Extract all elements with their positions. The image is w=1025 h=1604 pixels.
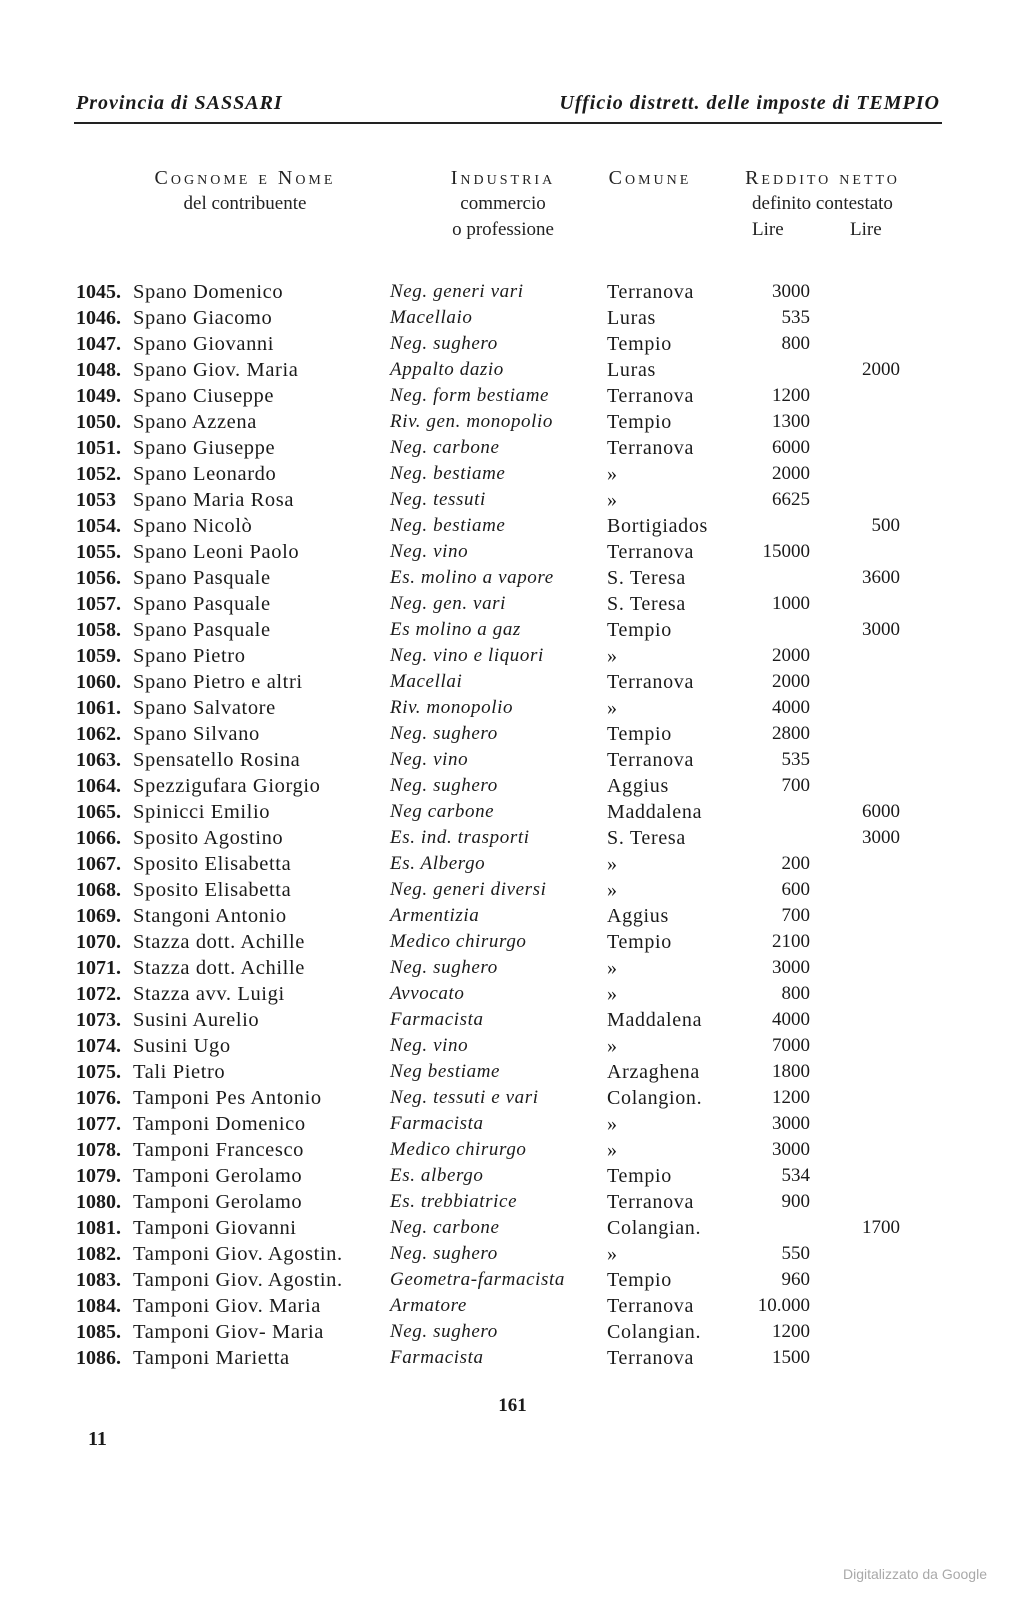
column-header-income-title: Reddito netto xyxy=(745,167,900,189)
contributor-name: Susini Ugo xyxy=(133,1035,231,1057)
table-row xyxy=(0,617,1025,643)
row-number: 1066. xyxy=(76,827,121,849)
industry-cell: Neg. carbone xyxy=(390,1217,500,1238)
row-number: 1052. xyxy=(76,463,121,485)
comune-cell: Luras xyxy=(607,307,657,329)
income-definito-cell: 600 xyxy=(781,879,810,900)
table-row xyxy=(0,1007,1025,1033)
contributor-name: Spano Pasquale xyxy=(133,619,271,641)
contributor-name: Stazza dott. Achille xyxy=(133,931,305,953)
table-row xyxy=(0,1319,1025,1345)
industry-cell: Neg. bestiame xyxy=(390,515,506,536)
income-definito-cell: 1200 xyxy=(772,1087,810,1108)
table-row xyxy=(0,1085,1025,1111)
income-definito-cell: 1300 xyxy=(772,411,810,432)
table-row xyxy=(0,513,1025,539)
column-header-contestato: contestato xyxy=(815,193,893,214)
table-row xyxy=(0,487,1025,513)
comune-cell: » xyxy=(607,1139,618,1161)
table-row xyxy=(0,669,1025,695)
income-contestato-cell: 1700 xyxy=(862,1217,900,1238)
industry-cell: Neg. vino xyxy=(390,1035,469,1056)
row-number: 1064. xyxy=(76,775,121,797)
comune-cell: Maddalena xyxy=(607,1009,703,1031)
table-row xyxy=(0,409,1025,435)
contributor-name: Spano Nicolò xyxy=(133,515,253,537)
table-row xyxy=(0,1033,1025,1059)
row-number: 1059. xyxy=(76,645,121,667)
contributor-name: Stazza dott. Achille xyxy=(133,957,305,979)
comune-cell: Arzaghena xyxy=(607,1061,700,1083)
row-number: 1053 xyxy=(76,489,116,511)
industry-cell: Geometra-farmacista xyxy=(390,1269,565,1290)
contributor-name: Spano Giovanni xyxy=(133,333,275,355)
table-row xyxy=(0,1345,1025,1371)
comune-cell: S. Teresa xyxy=(607,827,686,849)
industry-cell: Es. trebbiatrice xyxy=(390,1191,518,1212)
table-row xyxy=(0,1215,1025,1241)
table-row xyxy=(0,903,1025,929)
contributor-name: Tamponi Giov. Agostin. xyxy=(133,1243,343,1265)
row-number: 1084. xyxy=(76,1295,121,1317)
contributor-name: Tamponi Francesco xyxy=(133,1139,305,1161)
table-row xyxy=(0,747,1025,773)
row-number: 1069. xyxy=(76,905,121,927)
contributor-name: Tamponi Giov. Maria xyxy=(133,1295,321,1317)
column-header-name-subtitle: del contribuente xyxy=(183,193,307,214)
income-definito-cell: 2100 xyxy=(772,931,810,952)
industry-cell: Farmacista xyxy=(390,1113,484,1134)
row-number: 1085. xyxy=(76,1321,121,1343)
row-number: 1078. xyxy=(76,1139,121,1161)
table-row xyxy=(0,773,1025,799)
table-row xyxy=(0,929,1025,955)
industry-cell: Medico chirurgo xyxy=(390,1139,527,1160)
industry-cell: Armatore xyxy=(390,1295,467,1316)
table-row xyxy=(0,591,1025,617)
income-definito-cell: 10.000 xyxy=(757,1295,810,1316)
industry-cell: Neg. sughero xyxy=(390,1321,498,1342)
table-row xyxy=(0,1293,1025,1319)
comune-cell: Terranova xyxy=(607,385,695,407)
row-number: 1068. xyxy=(76,879,121,901)
income-contestato-cell: 3000 xyxy=(862,619,900,640)
row-number: 1076. xyxy=(76,1087,121,1109)
comune-cell: Terranova xyxy=(607,749,695,771)
income-definito-cell: 4000 xyxy=(772,697,810,718)
column-header-income xyxy=(720,165,925,243)
row-number: 1067. xyxy=(76,853,121,875)
row-number: 1071. xyxy=(76,957,121,979)
income-definito-cell: 800 xyxy=(781,983,810,1004)
row-number: 1082. xyxy=(76,1243,121,1265)
table-row xyxy=(0,565,1025,591)
row-number: 1063. xyxy=(76,749,121,771)
income-contestato-cell: 500 xyxy=(871,515,900,536)
contributor-name: Tamponi Gerolamo xyxy=(133,1165,303,1187)
comune-cell: Colangian. xyxy=(607,1217,702,1239)
row-number: 1086. xyxy=(76,1347,121,1369)
page-header xyxy=(74,88,942,124)
row-number: 1073. xyxy=(76,1009,121,1031)
row-number: 1057. xyxy=(76,593,121,615)
contributor-name: Spensatello Rosina xyxy=(133,749,301,771)
row-number: 1049. xyxy=(76,385,121,407)
comune-cell: Terranova xyxy=(607,671,695,693)
row-number: 1072. xyxy=(76,983,121,1005)
table-row xyxy=(0,1267,1025,1293)
industry-cell: Riv. monopolio xyxy=(390,697,514,718)
row-number: 1045. xyxy=(76,281,121,303)
row-number: 1058. xyxy=(76,619,121,641)
industry-cell: Medico chirurgo xyxy=(390,931,527,952)
income-definito-cell: 2000 xyxy=(772,645,810,666)
table-row xyxy=(0,279,1025,305)
industry-cell: Es. molino a vapore xyxy=(390,567,554,588)
column-header-comune xyxy=(600,165,700,191)
income-definito-cell: 1500 xyxy=(772,1347,810,1368)
row-number: 1051. xyxy=(76,437,121,459)
comune-cell: » xyxy=(607,1243,618,1265)
income-definito-cell: 3000 xyxy=(772,1113,810,1134)
income-definito-cell: 900 xyxy=(781,1191,810,1212)
table-row xyxy=(0,721,1025,747)
industry-cell: Neg. generi vari xyxy=(390,281,524,302)
comune-cell: » xyxy=(607,697,618,719)
row-number: 1062. xyxy=(76,723,121,745)
income-definito-cell: 700 xyxy=(781,775,810,796)
contributor-name: Tamponi Pes Antonio xyxy=(133,1087,322,1109)
contributor-name: Tamponi Marietta xyxy=(133,1347,290,1369)
contributor-name: Spano Leoni Paolo xyxy=(133,541,300,563)
table-row xyxy=(0,1163,1025,1189)
comune-cell: » xyxy=(607,879,618,901)
income-definito-cell: 2000 xyxy=(772,671,810,692)
industry-cell: Es. ind. trasporti xyxy=(390,827,530,848)
comune-cell: Aggius xyxy=(607,905,669,927)
income-definito-cell: 3000 xyxy=(772,957,810,978)
industry-cell: Neg. vino xyxy=(390,541,469,562)
income-definito-cell: 550 xyxy=(781,1243,810,1264)
column-header-contestato-unit: Lire xyxy=(850,219,882,240)
industry-cell: Neg. gen. vari xyxy=(390,593,507,614)
table-row xyxy=(0,435,1025,461)
income-contestato-cell: 2000 xyxy=(862,359,900,380)
row-number: 1070. xyxy=(76,931,121,953)
comune-cell: » xyxy=(607,853,618,875)
contributor-name: Spano Ciuseppe xyxy=(133,385,275,407)
row-number: 1047. xyxy=(76,333,121,355)
row-number: 1083. xyxy=(76,1269,121,1291)
income-definito-cell: 7000 xyxy=(772,1035,810,1056)
comune-cell: S. Teresa xyxy=(607,567,686,589)
contributor-name: Stazza avv. Luigi xyxy=(133,983,285,1005)
contributor-name: Spinicci Emilio xyxy=(133,801,271,823)
income-definito-cell: 200 xyxy=(781,853,810,874)
contributor-name: Stangoni Antonio xyxy=(133,905,287,927)
contributor-name: Spano Pietro e altri xyxy=(133,671,303,693)
income-contestato-cell: 3600 xyxy=(862,567,900,588)
industry-cell: Neg carbone xyxy=(390,801,495,822)
industry-cell: Neg. sughero xyxy=(390,957,498,978)
income-definito-cell: 2800 xyxy=(772,723,810,744)
comune-cell: Tempio xyxy=(607,1165,673,1187)
industry-cell: Neg. vino xyxy=(390,749,469,770)
industry-cell: Neg. vino e liquori xyxy=(390,645,544,666)
contributor-name: Spano Pasquale xyxy=(133,567,271,589)
table-row xyxy=(0,981,1025,1007)
row-number: 1081. xyxy=(76,1217,121,1239)
industry-cell: Avvocato xyxy=(390,983,465,1004)
row-number: 1048. xyxy=(76,359,121,381)
table-row xyxy=(0,461,1025,487)
office-title: Ufficio distrett. delle imposte di TEMPIO xyxy=(559,92,940,114)
row-number: 1080. xyxy=(76,1191,121,1213)
table-row xyxy=(0,799,1025,825)
comune-cell: Luras xyxy=(607,359,657,381)
table-row xyxy=(0,1241,1025,1267)
contributor-name: Spano Salvatore xyxy=(133,697,276,719)
comune-cell: » xyxy=(607,983,618,1005)
industry-cell: Neg. tessuti e vari xyxy=(390,1087,539,1108)
comune-cell: Terranova xyxy=(607,281,695,303)
income-definito-cell: 1200 xyxy=(772,385,810,406)
comune-cell: » xyxy=(607,463,618,485)
comune-cell: Aggius xyxy=(607,775,669,797)
column-header-definito-unit: Lire xyxy=(752,219,784,240)
contributor-name: Spano Pasquale xyxy=(133,593,271,615)
table-row xyxy=(0,877,1025,903)
table-row xyxy=(0,695,1025,721)
row-number: 1077. xyxy=(76,1113,121,1135)
contributor-name: Spezzigufara Giorgio xyxy=(133,775,321,797)
contributor-name: Sposito Agostino xyxy=(133,827,284,849)
table-row xyxy=(0,955,1025,981)
table-row xyxy=(0,305,1025,331)
comune-cell: Terranova xyxy=(607,1347,695,1369)
comune-cell: Terranova xyxy=(607,1295,695,1317)
column-header-industry-line2: commercio xyxy=(460,193,546,214)
column-header-definito: definito xyxy=(752,193,812,214)
comune-cell: » xyxy=(607,1113,618,1135)
table-row xyxy=(0,825,1025,851)
table-row xyxy=(0,1059,1025,1085)
contributor-name: Tamponi Giov- Maria xyxy=(133,1321,325,1343)
row-number: 1075. xyxy=(76,1061,121,1083)
contributor-name: Sposito Elisabetta xyxy=(133,879,292,901)
table-row xyxy=(0,1189,1025,1215)
industry-cell: Es molino a gaz xyxy=(390,619,521,640)
table-row xyxy=(0,539,1025,565)
table-row xyxy=(0,383,1025,409)
row-number: 1079. xyxy=(76,1165,121,1187)
comune-cell: Tempio xyxy=(607,1269,673,1291)
industry-cell: Riv. gen. monopolio xyxy=(390,411,554,432)
row-number: 1061. xyxy=(76,697,121,719)
contributor-name: Spano Pietro xyxy=(133,645,246,667)
income-definito-cell: 1200 xyxy=(772,1321,810,1342)
row-number: 1046. xyxy=(76,307,121,329)
industry-cell: Neg. generi diversi xyxy=(390,879,547,900)
income-definito-cell: 6625 xyxy=(772,489,810,510)
income-definito-cell: 800 xyxy=(781,333,810,354)
contributor-name: Spano Giov. Maria xyxy=(133,359,299,381)
industry-cell: Neg. form bestiame xyxy=(390,385,550,406)
comune-cell: » xyxy=(607,957,618,979)
table-row xyxy=(0,1137,1025,1163)
income-definito-cell: 960 xyxy=(781,1269,810,1290)
income-definito-cell: 15000 xyxy=(762,541,810,562)
row-number: 1055. xyxy=(76,541,121,563)
comune-cell: Tempio xyxy=(607,333,673,355)
table-row xyxy=(0,643,1025,669)
income-definito-cell: 1000 xyxy=(772,593,810,614)
contributor-name: Sposito Elisabetta xyxy=(133,853,292,875)
income-definito-cell: 3000 xyxy=(772,281,810,302)
table-row xyxy=(0,851,1025,877)
comune-cell: Tempio xyxy=(607,723,673,745)
contributor-name: Spano Maria Rosa xyxy=(133,489,295,511)
industry-cell: Farmacista xyxy=(390,1009,484,1030)
industry-cell: Es. albergo xyxy=(390,1165,484,1186)
industry-cell: Macellai xyxy=(390,671,463,692)
contributor-name: Spano Azzena xyxy=(133,411,257,433)
comune-cell: Colangion. xyxy=(607,1087,703,1109)
income-contestato-cell: 3000 xyxy=(862,827,900,848)
digitization-watermark: Digitalizzato da Google xyxy=(843,1566,987,1582)
comune-cell: S. Teresa xyxy=(607,593,686,615)
table-row xyxy=(0,1111,1025,1137)
contributor-name: Tamponi Domenico xyxy=(133,1113,306,1135)
column-header-industry-title: Industria xyxy=(450,167,556,189)
income-definito-cell: 535 xyxy=(781,307,810,328)
comune-cell: Terranova xyxy=(607,437,695,459)
income-definito-cell: 535 xyxy=(781,749,810,770)
income-definito-cell: 534 xyxy=(781,1165,810,1186)
income-definito-cell: 1800 xyxy=(772,1061,810,1082)
comune-cell: Tempio xyxy=(607,619,673,641)
industry-cell: Neg. sughero xyxy=(390,333,498,354)
income-definito-cell: 3000 xyxy=(772,1139,810,1160)
industry-cell: Neg bestiame xyxy=(390,1061,501,1082)
comune-cell: Tempio xyxy=(607,411,673,433)
column-header-name xyxy=(110,165,380,217)
contributor-name: Susini Aurelio xyxy=(133,1009,260,1031)
comune-cell: Colangian. xyxy=(607,1321,702,1343)
column-header-comune-title: Comune xyxy=(608,167,692,189)
sheet-number: 11 xyxy=(88,1428,107,1450)
contributor-name: Spano Leonardo xyxy=(133,463,277,485)
industry-cell: Neg. bestiame xyxy=(390,463,506,484)
contributor-name: Tamponi Gerolamo xyxy=(133,1191,303,1213)
industry-cell: Armentizia xyxy=(390,905,480,926)
row-number: 1050. xyxy=(76,411,121,433)
table-row xyxy=(0,357,1025,383)
comune-cell: Tempio xyxy=(607,931,673,953)
contributor-name: Tamponi Giov. Agostin. xyxy=(133,1269,343,1291)
comune-cell: Bortigiados xyxy=(607,515,709,537)
income-definito-cell: 700 xyxy=(781,905,810,926)
row-number: 1065. xyxy=(76,801,121,823)
industry-cell: Es. Albergo xyxy=(390,853,486,874)
column-header-income-subtitles xyxy=(720,191,925,217)
contributor-name: Spano Silvano xyxy=(133,723,260,745)
income-definito-cell: 2000 xyxy=(772,463,810,484)
page-number: 161 xyxy=(498,1395,527,1416)
column-header-name-title: Cognome e Nome xyxy=(154,167,336,189)
industry-cell: Farmacista xyxy=(390,1347,484,1368)
industry-cell: Macellaio xyxy=(390,307,473,328)
comune-cell: Terranova xyxy=(607,541,695,563)
income-contestato-cell: 6000 xyxy=(862,801,900,822)
row-number: 1056. xyxy=(76,567,121,589)
comune-cell: Terranova xyxy=(607,1191,695,1213)
industry-cell: Neg. sughero xyxy=(390,1243,498,1264)
industry-cell: Neg. tessuti xyxy=(390,489,486,510)
column-header-industry-line3: o professione xyxy=(452,219,554,240)
column-header-industry xyxy=(408,165,598,243)
comune-cell: » xyxy=(607,489,618,511)
row-number: 1074. xyxy=(76,1035,121,1057)
comune-cell: » xyxy=(607,1035,618,1057)
industry-cell: Neg. sughero xyxy=(390,775,498,796)
table-row xyxy=(0,331,1025,357)
comune-cell: Maddalena xyxy=(607,801,703,823)
income-definito-cell: 6000 xyxy=(772,437,810,458)
contributor-name: Spano Giacomo xyxy=(133,307,273,329)
province-title: Provincia di SASSARI xyxy=(76,92,283,114)
industry-cell: Neg. sughero xyxy=(390,723,498,744)
row-number: 1060. xyxy=(76,671,121,693)
comune-cell: » xyxy=(607,645,618,667)
contributor-name: Tamponi Giovanni xyxy=(133,1217,297,1239)
industry-cell: Neg. carbone xyxy=(390,437,500,458)
contributor-name: Spano Domenico xyxy=(133,281,284,303)
income-definito-cell: 4000 xyxy=(772,1009,810,1030)
row-number: 1054. xyxy=(76,515,121,537)
contributor-name: Spano Giuseppe xyxy=(133,437,276,459)
industry-cell: Appalto dazio xyxy=(390,359,504,380)
column-header-income-units xyxy=(720,217,925,243)
contributor-name: Tali Pietro xyxy=(133,1061,226,1083)
